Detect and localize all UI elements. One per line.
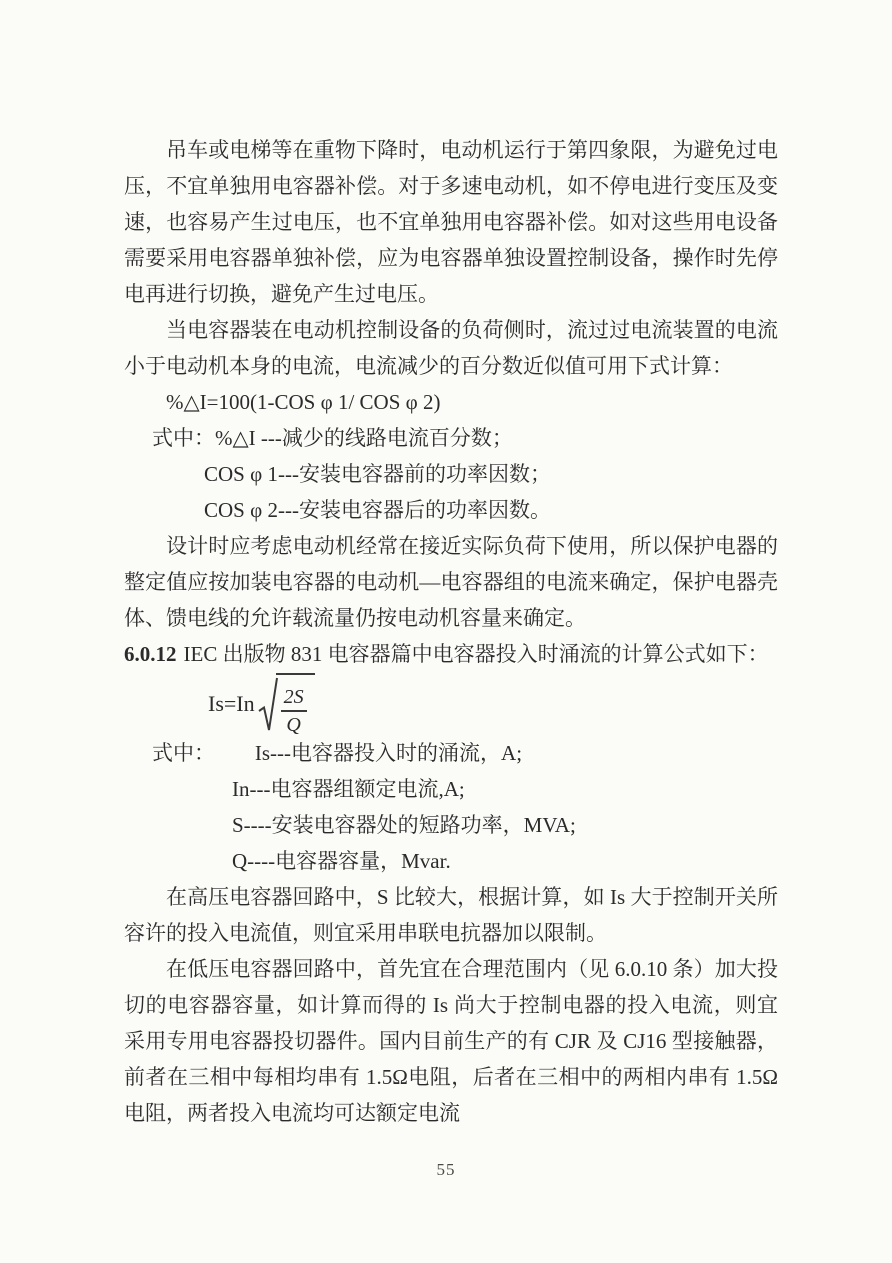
definition-q: Q----电容器容量，Mvar. [232,849,451,873]
paragraph-crane-elevator: 吊车或电梯等在重物下降时，电动机运行于第四象限，为避免过电压，不宜单独用电容器补偿。对于多速电动机，如不停电进行变压及变速，也容易产生过电压，也不宜单独用电容器补偿。如对这些用电设备需要采用电容器单独补偿，应为电容器单独设置控制设备，操作时先停电再进行切换，避免产生过电压。 [124,138,778,306]
radicand [276,673,315,737]
fraction-denominator: Q [286,714,301,736]
where-item-delta-i: %△I ---减少的线路电流百分数； [215,426,513,450]
fraction-numerator: 2S [281,685,307,712]
where-label: 式中： [152,426,215,450]
page-number: 55 [436,1160,456,1179]
paragraph-design-consideration: 设计时应考虑电动机经常在接近实际负荷下使用，所以保护电器的整定值应按加装电容器的电动机—电容器组的电流来确定，保护电器壳体、馈电线的允许载流量仍按电动机容量来确定。 [124,534,778,630]
formula-inrush-lhs: Is=In [208,691,255,716]
formula-percent-delta-i: %△I=100(1-COS φ 1/ COS φ 2) [166,390,441,414]
section-heading-text: IEC 出版物 831 电容器篇中电容器投入时涌流的计算公式如下： [183,642,769,666]
definition-cos-phi-2: COS φ 2---安装电容器后的功率因数。 [204,498,551,522]
document-body [124,132,778,1131]
section-heading-6-0-12 [124,636,778,672]
definition-s: S----安装电容器处的短路功率，MVA; [232,813,576,837]
where-clause-inrush [124,735,778,771]
formula-inrush-current [124,673,778,735]
where-label: 式中： [152,741,215,765]
definition-cos-phi-1: COS φ 1---安装电容器前的功率因数； [204,462,551,486]
where-clause-percent [124,420,778,456]
paragraph-lv-capacitor-circuit: 在低压电容器回路中，首先宜在合理范围内（见 6.0.10 条）加大投切的电容器容量，如计算而得的 Is 尚大于控制电器的投入电流，则宜采用专用电容器投切器件。国内目前生产的有 CJR 及 CJ16 型接触器，前者在三相中每相均串有 1.5Ω电阻，后者在三相中的两相内串有 1.5Ω电阻，两者投入电流均可达额定电流 [124,957,778,1125]
paragraph-hv-capacitor-circuit: 在高压电容器回路中，S 比较大，根据计算，如 Is 大于控制开关所容许的投入电流值，则宜采用串联电抗器加以限制。 [124,885,778,945]
radical-icon [258,676,278,734]
definition-in: In---电容器组额定电流,A; [232,777,465,801]
square-root-expression [258,673,315,737]
fraction-2s-over-q [281,685,307,737]
where-item-is: Is---电容器投入时的涌流，A; [254,741,523,765]
paragraph-capacitor-load-side: 当电容器装在电动机控制设备的负荷侧时，流过过电流装置的电流小于电动机本身的电流，电流减少的百分数近似值可用下式计算： [124,318,778,378]
section-number: 6.0.12 [124,642,177,666]
